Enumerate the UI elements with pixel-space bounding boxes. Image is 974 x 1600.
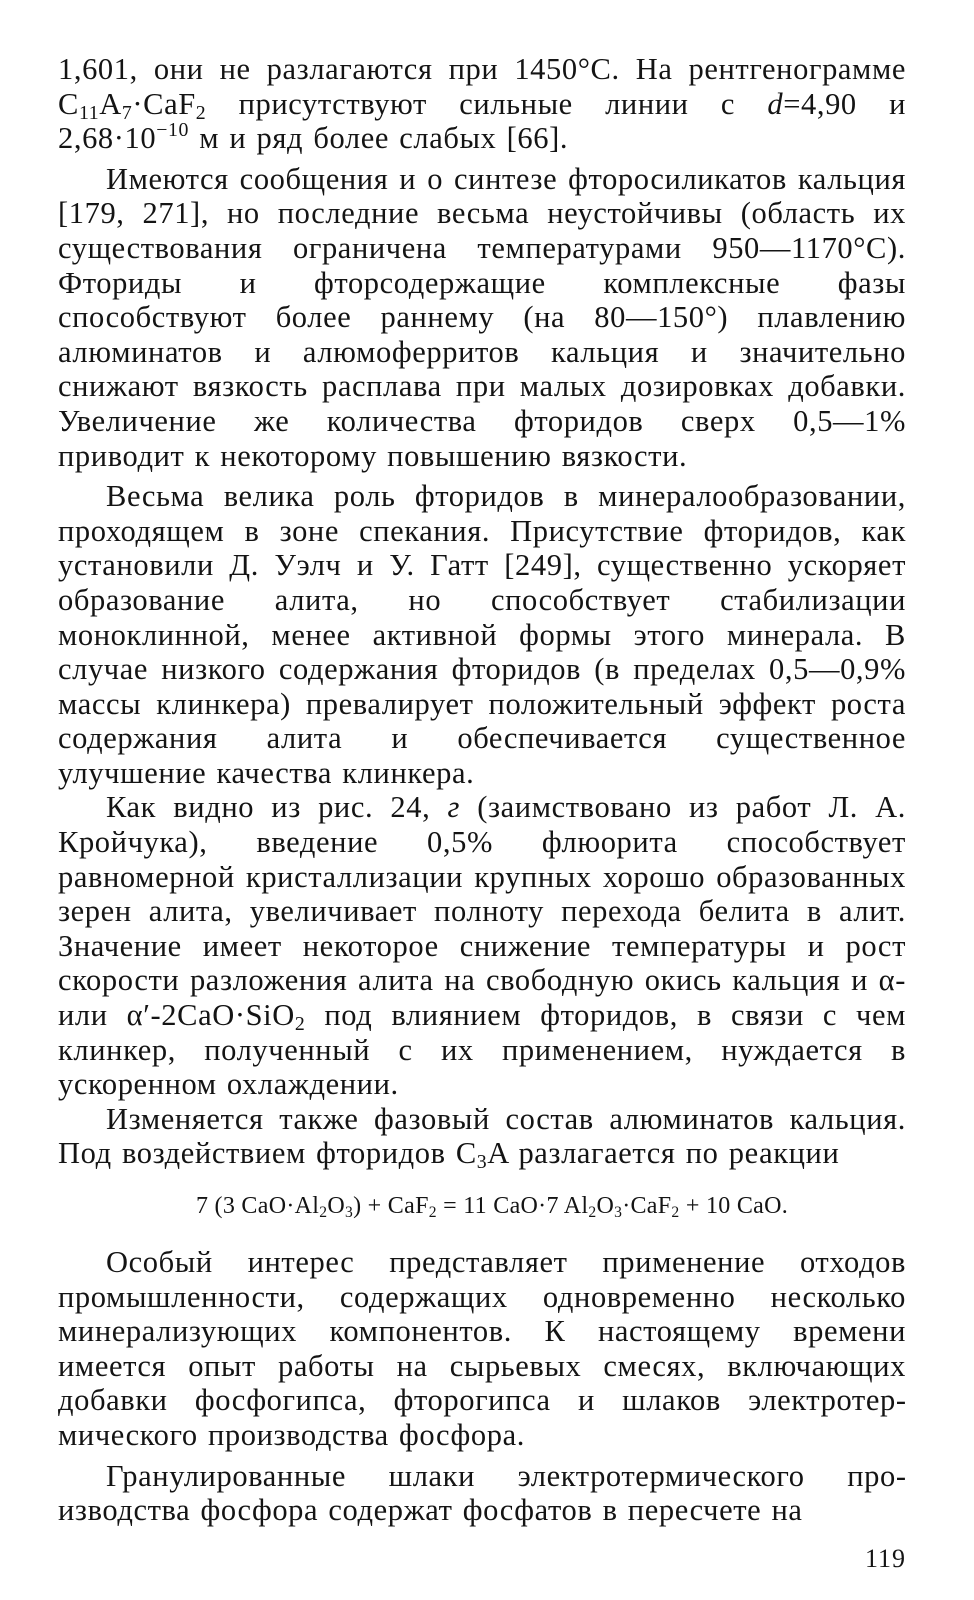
- paragraph-6: Особый интерес представляет применение отходов промышленности, содержащих одновременно несколько минерализующих компонентов. К настоящему времени имеется опыт работы на сырьевых смесях, включающих добавки фосфогипса, фторогипса и шлаков электротермического производства фосфора.: [58, 1245, 906, 1452]
- page-number: 119: [864, 1544, 906, 1573]
- paragraph-3: Весьма велика роль фторидов в минералообразовании, проходящем в зоне спекания. Присутствие фторидов, как установили Д. Уэлч и У. Гатт [249], существенно ускоряет образование алита, но способствует стабилизации моноклинной, менее активной формы этого минерала. В случае низкого содержания фторидов (в пределах 0,5—0,9% массы клинкера) превалирует положительный эффект роста содержания алита и обеспечивается существенное улучшение качества клинкера.: [58, 479, 906, 790]
- page-body: [58, 52, 906, 1528]
- paragraph-1: 1,601, они не разлагаются при 1450°C. На рентгенограмме $C_{11}A_7\cdot CaF_2$ присутствуют сильные линии с d=4,90 и $2,68\cdot 10^{-10}$ м и ряд более слабых [66].: [58, 52, 906, 156]
- paragraph-2: Имеются сообщения и о синтезе фторосиликатов кальция [179, 271], но последние весьма неустойчивы (область их существования ограничена температурами 950—1170°C). Фториды и фторсодержащие комплексные фазы способствуют более раннему (на 80—150°) плавлению алюминатов и алюмоферритов кальция и значительно снижают вязкость расплава при малых дозировках добавки. Увеличение же количества фторидов сверх 0,5—1% приводит к некоторому повышению вязкости.: [58, 161, 906, 473]
- paragraph-4: Как видно из рис. 24, г (заимствовано из работ Л. А. Кройчука), введение 0,5% флюорита способствует равномерной кристаллизации крупных хорошо образованных зерен алита, увеличивает полноту перехода белита в алит. Значение имеет некоторое снижение температуры и рост скорости разложения алита на свободную окись кальция и α- или α′-2CaO·SiO$_2$ под влиянием фторидов, в связи с чем клинкер, полученный с их применением, нуждается в ускоренном охлаждении.: [58, 790, 907, 1102]
- paragraph-7: Гранулированные шлаки электротермического производства фосфора содержат фосфатов в пересчете на: [58, 1458, 906, 1528]
- reaction-formula: 7 (3 $CaO\cdot Al_2O_3) + CaF_2 = 11$ CaO·7 $Al_2O_3\cdot CaF_2 + 10$ CaO.: [195, 1193, 789, 1221]
- paragraph-5: Изменяется также фазовый состав алюминатов кальция. Под воздействием фторидов $C_3A$ разлагается по реакции: [58, 1101, 906, 1174]
